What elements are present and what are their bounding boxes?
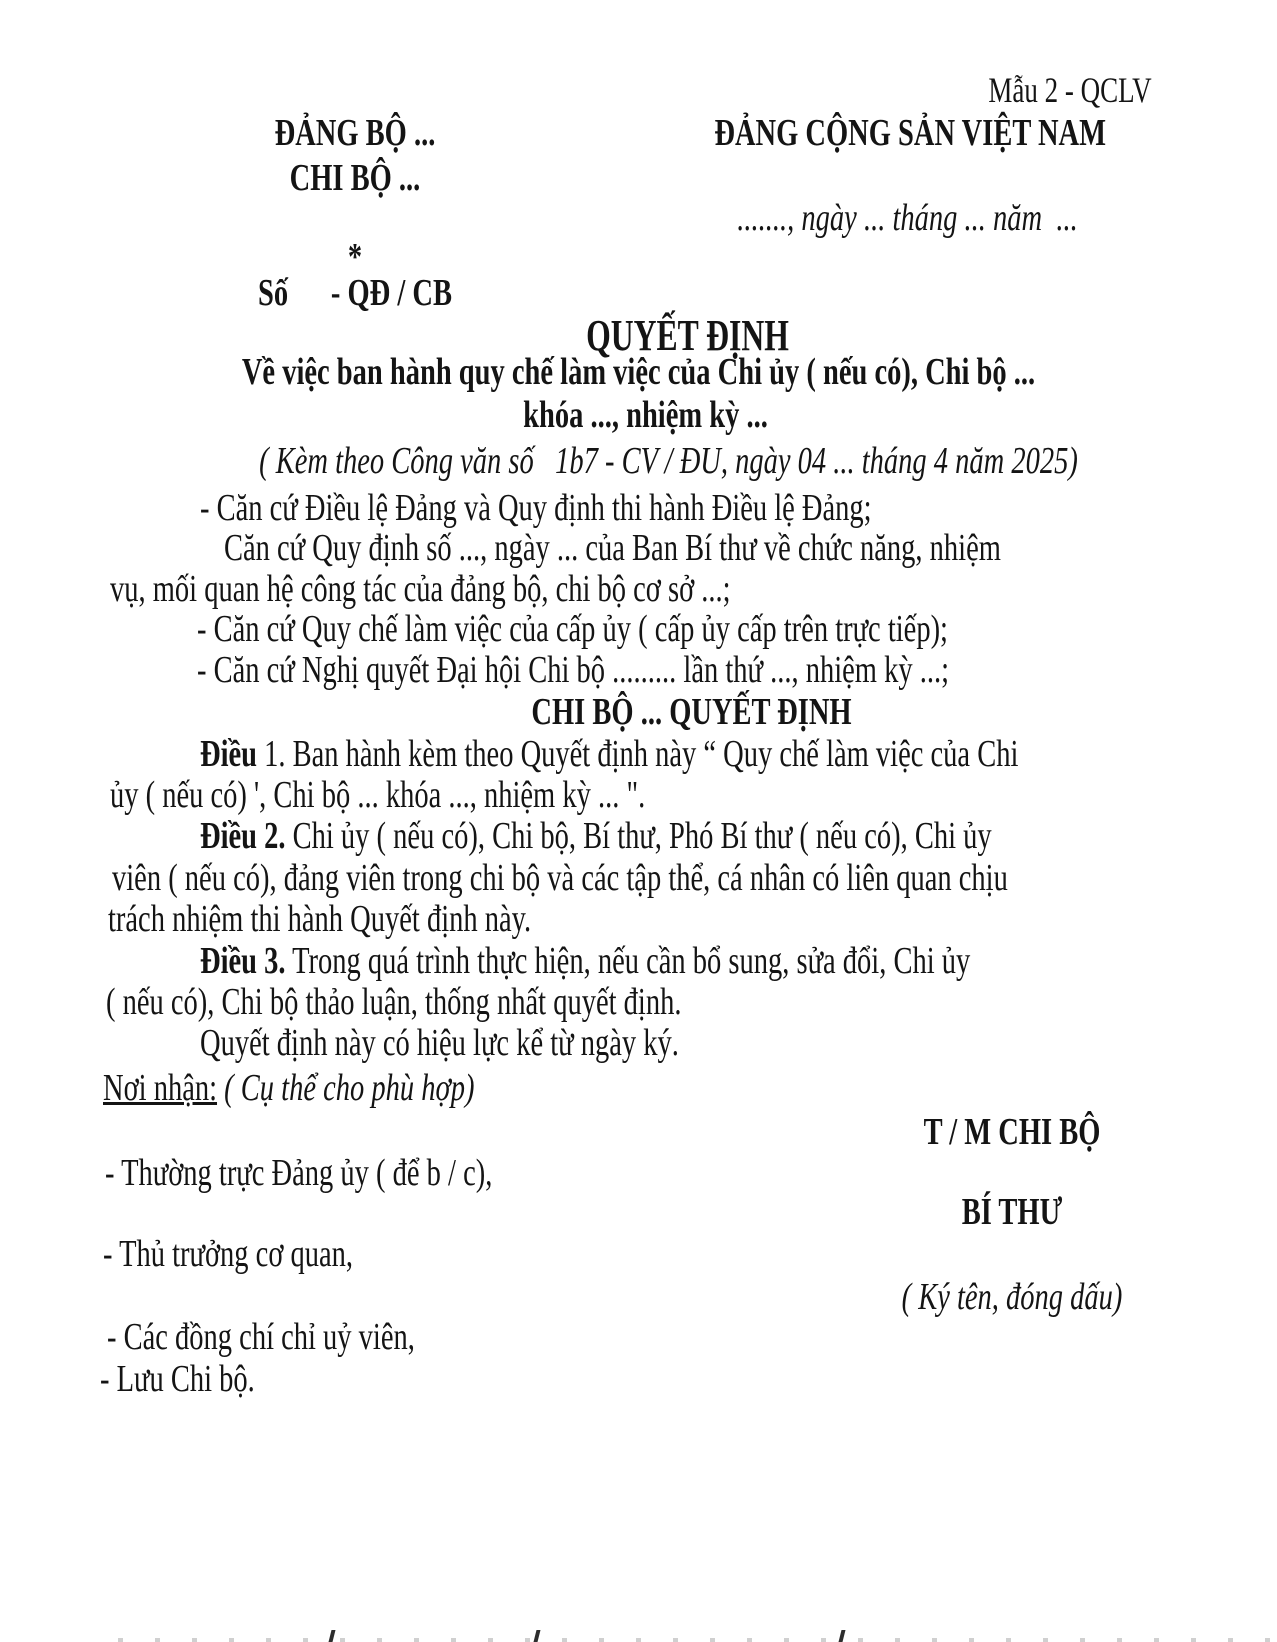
recipients-label: Nơi nhận: — [103, 1067, 218, 1109]
recipient-item-3: - Các đồng chí chỉ uỷ viên, — [107, 1316, 415, 1358]
separator-star: * — [347, 236, 363, 278]
recipients-line — [103, 1068, 474, 1109]
title-subject-line1: Về việc ban hành quy chế làm việc của Chi ủy ( nếu có), Chi bộ ... — [241, 351, 1036, 393]
article-2-line-3: trách nhiệm thi hành Quyết định này. — [108, 898, 532, 940]
article-1-line-2: ủy ( nếu có) ', Chi bộ ... khóa ..., nhiệm kỳ ... ". — [110, 774, 646, 816]
preamble-line-1: - Căn cứ Điều lệ Đảng và Quy định thi hành Điều lệ Đảng; — [200, 487, 872, 529]
preamble-line-3: vụ, mối quan hệ công tác của đảng bộ, chi bộ cơ sở ...; — [110, 568, 731, 610]
signature-title: BÍ THƯ — [961, 1191, 1063, 1233]
preamble-line-2: Căn cứ Quy định số ..., ngày ... của Ban Bí thư về chức năng, nhiệm — [224, 527, 1001, 569]
attachment-note: ( Kèm theo Công văn số 1b7 - CV / ĐU, ngày 04 ... tháng 4 năm 2025) — [259, 440, 1078, 482]
signature-note: ( Ký tên, đóng dấu) — [901, 1276, 1123, 1318]
party-name-line: ĐẢNG CỘNG SẢN VIỆT NAM — [714, 112, 1107, 154]
article-3-text: Trong quá trình thực hiện, nếu cần bổ sung, sửa đổi, Chi ủy — [285, 940, 971, 982]
cutoff-text-tops — [118, 1630, 1273, 1642]
header-left-block — [170, 113, 540, 333]
title-subject-line2: khóa ..., nhiệm kỳ ... — [523, 394, 768, 436]
article-2-line-2: viên ( nếu có), đảng viên trong chi bộ và các tập thể, cá nhân có liên quan chịu — [112, 857, 1008, 899]
preamble-line-5: - Căn cứ Nghị quyết Đại hội Chi bộ ......... lần thứ ..., nhiệm kỳ ...; — [197, 649, 950, 691]
effect-line: Quyết định này có hiệu lực kể từ ngày ký. — [200, 1022, 679, 1064]
article-3-line-1 — [200, 941, 970, 982]
decision-heading: CHI BỘ ... QUYẾT ĐỊNH — [531, 691, 852, 733]
party-committee-line: ĐẢNG BỘ ... — [274, 112, 436, 154]
document-title: QUYẾT ĐỊNH — [586, 311, 789, 360]
recipient-item-4: - Lưu Chi bộ. — [100, 1358, 255, 1400]
article-3-line-2: ( nếu có), Chi bộ thảo luận, thống nhất quyết định. — [106, 981, 682, 1023]
recipient-item-1: - Thường trực Đảng ủy ( để b / c), — [105, 1152, 493, 1194]
article-2-label: Điều 2. — [200, 815, 286, 857]
article-1-text: Ban hành kèm theo Quyết định này “ Quy chế làm việc của Chi — [285, 733, 1019, 775]
article-2-line-1 — [200, 816, 992, 857]
article-1-line-1 — [200, 734, 1018, 775]
article-2-text: Chi ủy ( nếu có), Chi bộ, Bí thư, Phó Bí thư ( nếu có), Chi ủy — [285, 815, 992, 857]
preamble-line-4: - Căn cứ Quy chế làm việc của cấp ủy ( cấp ủy cấp trên trực tiếp); — [197, 608, 948, 650]
document-number-line: Số - QĐ / CB — [258, 272, 452, 314]
signature-on-behalf: T / M CHI BỘ — [923, 1111, 1101, 1153]
article-1-label: Điều — [200, 733, 257, 775]
article-1-number: 1. — [257, 733, 286, 775]
recipient-item-2: - Thủ trưởng cơ quan, — [103, 1233, 354, 1275]
party-cell-line: CHI BỘ ... — [289, 157, 421, 199]
article-3-label: Điều 3. — [200, 940, 286, 982]
recipients-note: ( Cụ thể cho phù hợp) — [217, 1067, 475, 1109]
cutoff-dots — [118, 1638, 1273, 1642]
form-label: Mẫu 2 - QCLV — [988, 70, 1152, 110]
date-place-line: ......., ngày ... tháng ... năm ... — [737, 197, 1078, 239]
header-right-block — [650, 113, 1165, 243]
